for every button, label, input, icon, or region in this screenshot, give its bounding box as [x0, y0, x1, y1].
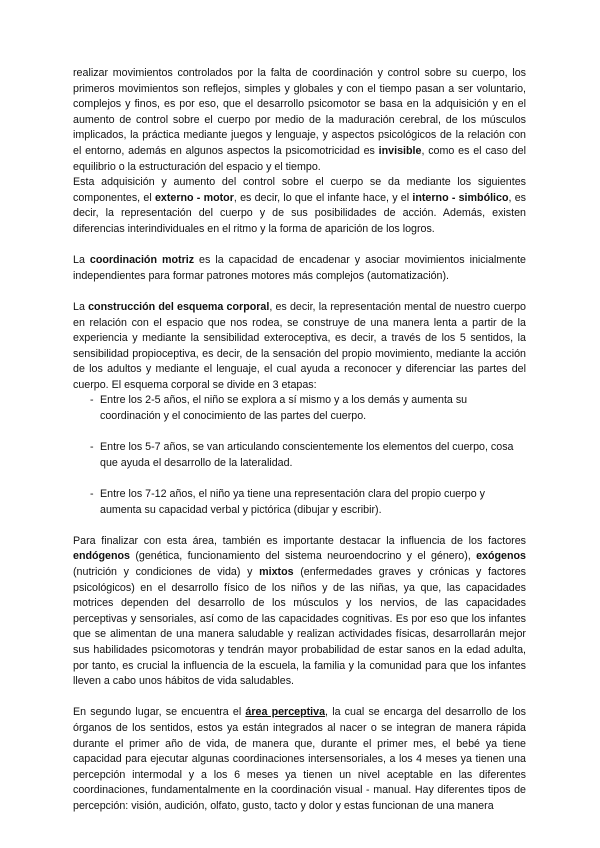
term-endogenos: endógenos — [73, 550, 131, 563]
term-mixtos: mixtos — [259, 566, 294, 578]
paragraph-psychomotor-development: realizar movimientos controlados por la falta de coordinación y control sobre su cuerpo, los primeros movimientos son reflejos, simples y globales y con el tiempo pasan a ser voluntario, complejos y finos, es por eso, que el desarrollo psicomotor se basa en la adquisición y en el aumento de control sobre el cuerpo por medio de la maduración cerebral, de los músculos implicados, la práctica mediante juegos y lenguaje, y aspectos psicológicos de la relación con el entorno, además en algunos aspectos la psicomotricidad es invisible, como es el caso del equilibrio o la estructuración del espacio y el tiempo. — [73, 67, 526, 173]
paragraph-coordinacion-motriz: La coordinación motriz es la capacidad de encadenar y asociar movimientos inicialmente independientes para formar patrones motores más complejos (automatización). — [73, 254, 526, 282]
term-esquema-corporal: construcción del esquema corporal — [88, 300, 270, 313]
document-page — [73, 66, 526, 815]
paragraph-components: Esta adquisición y aumento del control sobre el cuerpo se da mediante los siguientes componentes, el externo - motor, es decir, lo que el infante hace, y el interno - simbólico, es decir, la representación del cuerpo y de sus posibilidades de acción. Además, existen diferencias interindividuales en el ritmo y la forma de aparición de los logros. — [73, 176, 527, 235]
term-exogenos: exógenos — [476, 550, 526, 563]
list-dash: - — [90, 394, 94, 407]
term-interno-simbolico: interno - simbólico — [412, 191, 509, 204]
term-externo-motor: externo - motor — [154, 191, 234, 204]
term-invisible: invisible — [378, 144, 422, 157]
paragraph-factors: Para finalizar con esta área, también es importante destacar la influencia de los factores endógenos (genética, funcionamiento del sistema neuroendocrino y el género), exógenos (nutrición y condiciones de vida) y mixtos (enfermedades graves y crónicas y factores psicológicos) en el desarrollo físico de los niños y de las niñas, ya que, las capacidades motrices dependen del desarrollo de los músculos y los nervios, de las capacidades perceptivas y sensoriales, así como de las capacidades cognitivas. Es por eso que los infantes que se alimentan de una manera saludable y realizan actividades físicas, desarrollarán mejor sus habilidades psicomotoras y tendrán mayor probabilidad de estar sanos en la edad adulta, por tanto, es crucial la influencia de la escuela, la familia y la comunidad para que los infantes lleven a cabo unos hábitos de vida saludables. — [73, 534, 526, 688]
term-coordinacion-motriz: coordinación motriz — [89, 254, 195, 267]
list-dash: - — [90, 441, 94, 454]
paragraph-esquema-corporal: La construcción del esquema corporal, es decir, la representación mental de nuestro cuerpo en relación con el espacio que nos rodea, se construye de una manera lenta a partir de la experiencia y mediante la sensibilidad exteroceptiva, es decir, a través de los 5 sentidos, la sensibilidad propioceptiva, es decir, de la sensación del propio movimiento, mediante la acción de los adultos y mediante el lenguaje, el cual ayuda a reconocer y diferenciar las partes del cuerpo. El esquema corporal se divide en 3 etapas: — [73, 300, 526, 391]
list-item: - Entre los 5-7 años, se van articulando conscientemente los elementos del cuerpo, cosa que ayuda el desarrollo de la lateralidad. — [90, 441, 514, 469]
term-area-perceptiva: área perceptiva — [245, 706, 326, 719]
list-item: - Entre los 7-12 años, el niño ya tiene una representación clara del propio cuerpo y aumenta su capacidad verbal y pictórica (dibujar y escribir). — [90, 488, 485, 516]
stages-list — [73, 393, 526, 518]
list-item: - Entre los 2-5 años, el niño se explora a sí mismo y a los demás y aumenta su coordinación y el conocimiento de las partes del cuerpo. — [90, 394, 468, 423]
paragraph-area-perceptiva: En segundo lugar, se encuentra el área perceptiva, la cual se encarga del desarrollo de los órganos de los sentidos, estos ya están integrados al nacer o se integran de manera rápida durante el primer año de vida, de manera que, durante el primer mes, el bebé ya tiene capacidad para ejecutar algunas coordinaciones intersensoriales, a los 4 meses ya tienen una percepción intermodal y a los 6 meses ya tienen un nivel aceptable en las diferentes coordinaciones, fundamentalmente en la coordinación visual - manual. Hay diferentes tipos de percepción: visión, audición, olfato, gusto, tacto y dolor y estas funcionan de una manera — [73, 706, 526, 812]
list-dash: - — [90, 488, 94, 501]
